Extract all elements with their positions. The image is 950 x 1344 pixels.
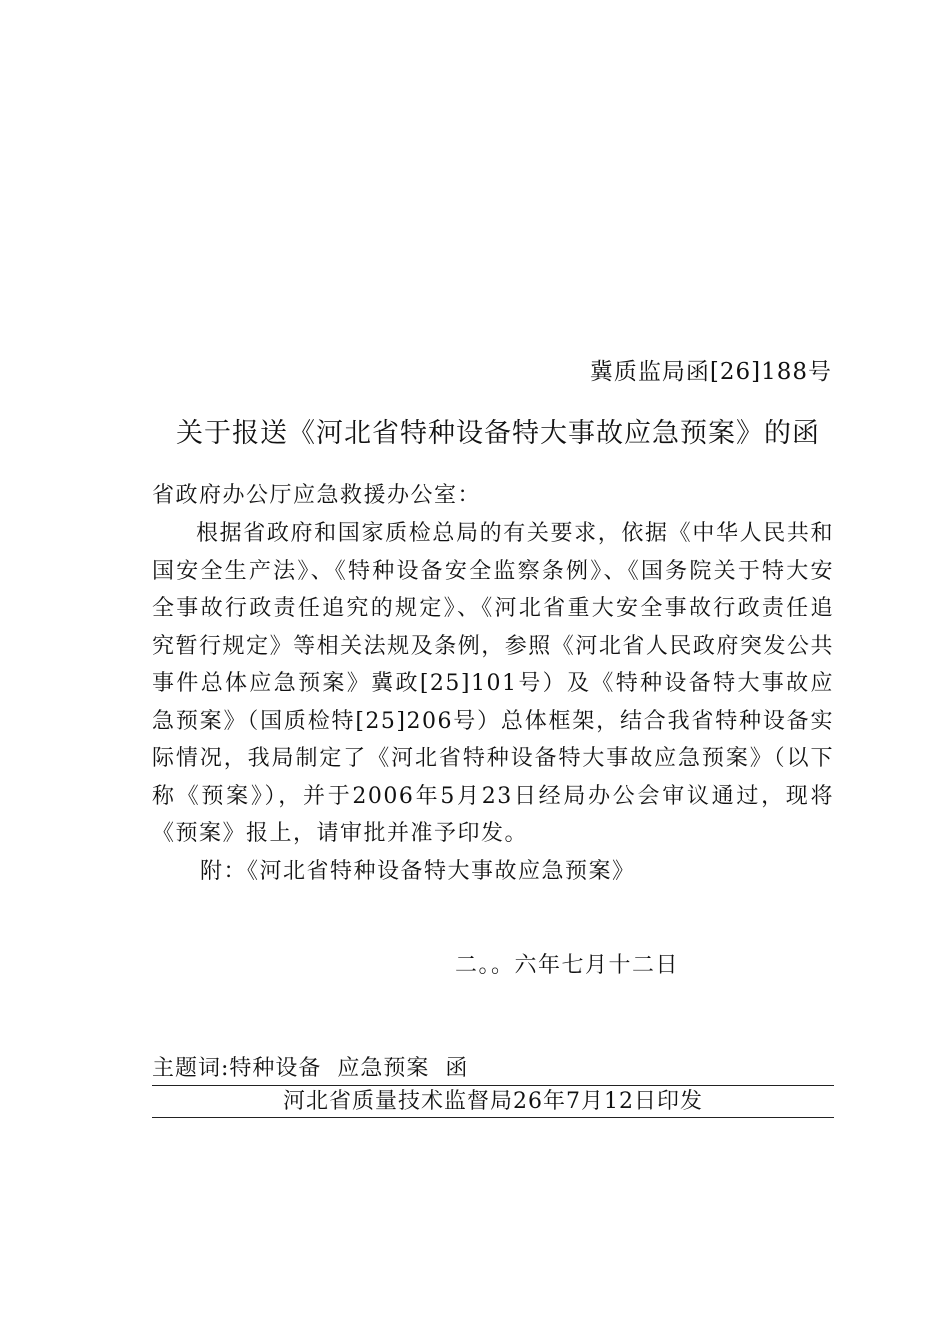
body-paragraph: 根据省政府和国家质检总局的有关要求，依据《中华人民共和国安全生产法》、《特种设备安全监察条例》、《国务院关于特大安全事故行政责任追究的规定》、《河北省重大安全事故行政责任追究暂行规定》等相关法规及条例，参照《河北省人民政府突发公共事件总体应急预案》冀政[25]101号）及《特种设备特大事故应急预案》（国质检特[25]206号）总体框架，结合我省特种设备实际情况，我局制定了《河北省特种设备特大事故应急预案》（以下称《预案》），并于2006年5月23日经局办公会审议通过，现将《预案》报上，请审批并准予印发。 (152, 521, 834, 846)
issuer-line: 河北省质量技术监督局26年7月12日印发 (283, 1089, 703, 1114)
issue-date: 二。。六年七月十二日 (455, 953, 680, 978)
document-title: 关于报送《河北省特种设备特大事故应急预案》的函 (176, 418, 820, 449)
recipient: 省政府办公厅应急救援办公室： (152, 483, 482, 508)
document-number: 冀质监局函[26]188号 (589, 359, 832, 385)
subject-keywords: 主题词:特种设备 应急预案 函 (152, 1056, 469, 1081)
divider-bottom (152, 1117, 834, 1118)
attachment-note: 附：《河北省特种设备特大事故应急预案》 (200, 859, 636, 884)
